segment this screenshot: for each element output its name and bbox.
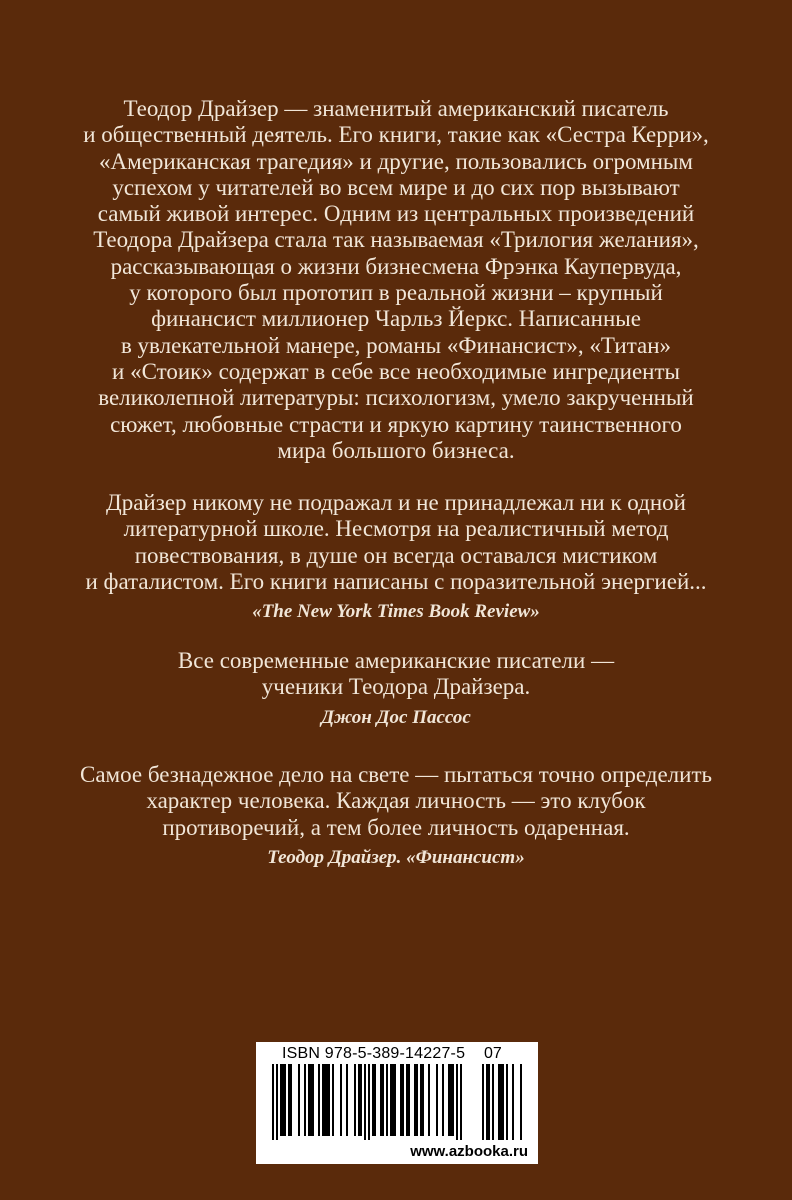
barcode-addon-bar [500,1064,502,1144]
quote-attribution: Теодор Драйзер. «Финансист» [267,846,525,868]
barcode-bar [340,1064,342,1136]
barcode-bar [414,1064,418,1136]
barcode-bar [460,1064,462,1144]
review-quote-dos-passos [0,648,792,731]
barcode-bar [428,1064,430,1136]
description-line: успехом у читателей во всем мире и до сих пор вызывают [112,174,680,200]
quote-line: характер человека. Каждая личность — это клубок [146,788,646,814]
quote-attribution: Джон Дос Пассос [321,706,471,728]
website-strip [256,1140,538,1164]
review-quote-dreiser [0,762,792,871]
barcode-bar [372,1064,376,1136]
description-line: рассказывающая о жизни бизнесмена Фрэнка Каупервуда, [110,253,682,279]
description-line: «Американская трагедия» и другие, пользовались огромным [99,148,693,174]
barcode-bar [406,1064,410,1136]
quote-line: противоречий, а тем более личность одаренная. [162,814,630,840]
publisher-website: www.azbooka.ru [410,1143,528,1160]
isbn-label: ISBN 978-5-389-14227-5 [282,1045,466,1062]
barcode-bar [276,1064,278,1144]
barcode-bar [364,1064,366,1144]
barcode-addon-bar [486,1064,488,1144]
description-line: великолепной литературы: психологизм, умело закрученный [98,385,694,411]
barcode-bar [288,1064,292,1136]
barcode-addon-bar [488,1064,490,1144]
barcode-bar [368,1064,370,1144]
barcode-addon-bar [512,1064,514,1144]
barcode-addon-bar [492,1064,494,1144]
barcode-bar [322,1064,330,1136]
barcode-bar [386,1064,388,1136]
quote-attribution: «The New York Times Book Review» [252,601,540,623]
quote-line: ученики Теодора Драйзера. [261,674,531,700]
barcode-bar [308,1064,314,1136]
quote-line: повествования, в душе он всегда оставался мистиком [134,542,658,568]
quote-line: литературной школе. Несмотря на реалистичный метод [123,516,669,542]
barcode-bar [400,1064,404,1136]
description-line: сюжет, любовные страсти и яркую картину таинственного [110,411,682,437]
barcode-addon-bar [482,1064,484,1144]
quote-line: Самое безнадежное дело на свете — пытаться точно определить [79,762,712,787]
description-line: мира большого бизнеса. [277,437,515,463]
description-line: у которого был прототип в реальной жизни – крупный [129,280,663,306]
barcode-bar [332,1064,334,1136]
barcode-bar [380,1064,384,1136]
description-line: самый живой интерес. Одним из центральных произведений [97,201,695,227]
barcode-bar [456,1064,458,1144]
description-line: финансист миллионер Чарльз Йеркс. Написанные [151,306,641,332]
barcode-bar [358,1064,362,1136]
description-paragraph [0,96,792,464]
description-line: Теодора Драйзера стала так называемая «Трилогия желания», [93,227,699,253]
barcode-bar [442,1064,444,1136]
isbn-addon-label: 07 [484,1045,502,1062]
barcode-bar [298,1064,300,1136]
barcode-bar [436,1064,438,1136]
quote-line: Драйзер никому не подражал и не принадлежал ни к одной [106,490,686,515]
description-line: в увлекательной манере, романы «Финансист», «Титан» [120,332,672,358]
barcode-bar [304,1064,306,1136]
barcode-bar [354,1064,356,1136]
barcode-bar [390,1064,396,1136]
barcode-bar [448,1064,454,1136]
description-line: и общественный деятель. Его книги, такие как «Сестра Керри», [83,122,709,148]
barcode-bar [420,1064,424,1136]
quote-line: Все современные американские писатели — [177,648,615,673]
review-quote-nyt [0,490,792,625]
barcode-addon-bar [506,1064,508,1144]
barcode-addon-bar [502,1064,504,1144]
description-line: Теодор Драйзер — знаменитый американский писатель [123,96,669,121]
barcode-addon-bar [498,1064,500,1144]
barcode-bar [318,1064,320,1136]
barcode-addon-bar [520,1064,522,1144]
quote-line: и фаталистом. Его книги написаны с поразительной энергией... [85,568,707,594]
barcode-bar [280,1064,286,1136]
barcode-bar [346,1064,348,1136]
barcode-bar [272,1064,274,1144]
description-line: и «Стоик» содержат в себе все необходимые ингредиенты [112,358,680,384]
